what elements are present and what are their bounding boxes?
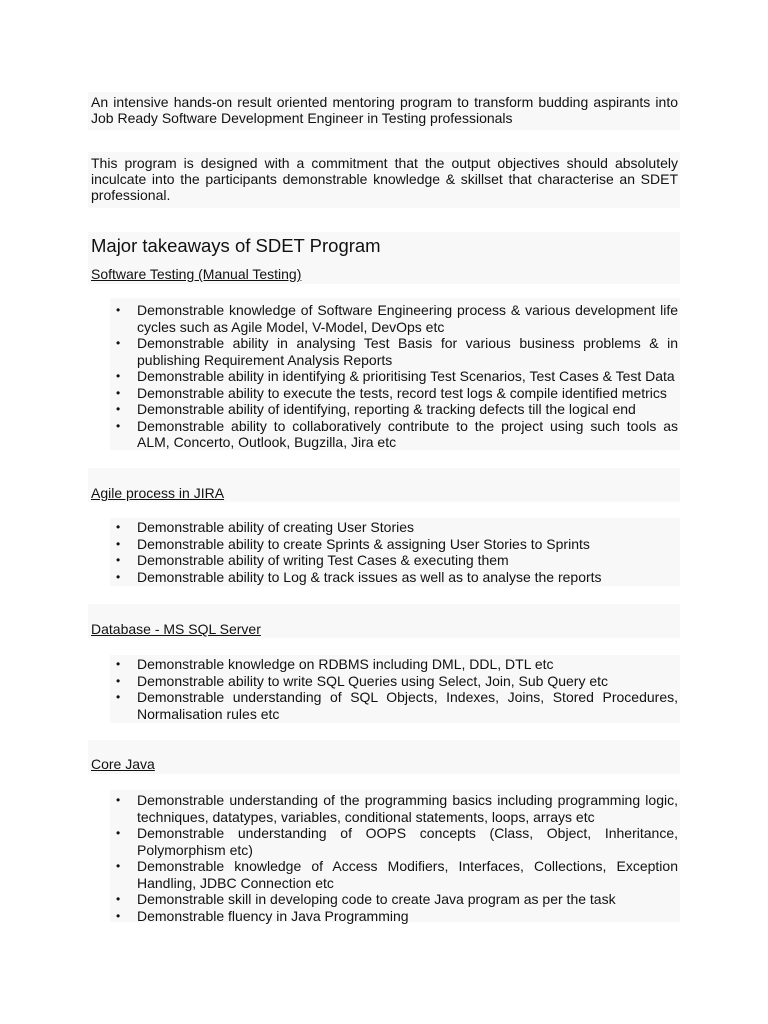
bullet-icon: •	[116, 369, 121, 383]
main-heading: Major takeaways of SDET Program	[91, 235, 381, 256]
bullet-icon: •	[116, 859, 121, 873]
intro-paragraph-2: This program is designed with a commitment that the output objectives should absolutely inculcate into the participants demonstrable knowledge & skillset that characterise an SDET professional.	[91, 155, 678, 203]
list-item: • Demonstrable ability to Log & track issues as well as to analyse the reports	[116, 568, 602, 585]
section-title-manual-testing: Software Testing (Manual Testing)	[91, 266, 302, 282]
list-item: • Demonstrable ability in identifying & prioritising Test Scenarios, Test Cases & Test Data	[116, 368, 675, 384]
bullet-icon: •	[116, 657, 121, 671]
bullet-icon: •	[116, 793, 121, 807]
list-item: • Demonstrable ability in analysing Test Basis for various business problems & in publishing Requirement Analysis Reports	[116, 335, 678, 368]
bullet-icon: •	[116, 385, 121, 400]
list-item: • Demonstrable knowledge on RDBMS including DML, DDL, DTL etc	[116, 656, 554, 672]
bullet-icon: •	[116, 690, 121, 704]
list-item: • Demonstrable ability to create Sprints & assigning User Stories to Sprints	[116, 535, 590, 552]
list-item: • Demonstrable understanding of OOPS concepts (Class, Object, Inheritance, Polymorphism etc)	[116, 825, 678, 858]
bullet-icon: •	[116, 336, 121, 350]
list-agile-jira	[0, 519, 768, 585]
list-item: • Demonstrable ability to collaboratively contribute to the project using such tools as ALM, Concerto, Outlook, Bugzilla, Jira etc	[116, 417, 678, 450]
list-database	[0, 656, 768, 722]
bullet-icon: •	[116, 402, 121, 416]
list-item: • Demonstrable knowledge of Software Engineering process & various development life cycles such as Agile Model, V-Model, DevOps etc	[116, 302, 678, 335]
list-item: • Demonstrable ability to write SQL Queries using Select, Join, Sub Query etc	[116, 672, 609, 689]
list-item: • Demonstrable understanding of SQL Objects, Indexes, Joins, Stored Procedures, Normalisation rules etc	[116, 689, 678, 722]
list-item: • Demonstrable understanding of the programming basics including programming logic, techniques, datatypes, variables, conditional statements, loops, arrays etc	[116, 792, 678, 825]
bullet-icon: •	[116, 908, 121, 923]
bullet-icon: •	[116, 553, 121, 567]
bullet-icon: •	[116, 520, 121, 534]
bullet-icon: •	[116, 892, 121, 906]
bullet-icon: •	[116, 536, 121, 551]
section-title-core-java: Core Java	[91, 756, 155, 772]
bullet-icon: •	[116, 303, 121, 317]
section-title-database: Database - MS SQL Server	[91, 621, 261, 637]
list-item: • Demonstrable ability of writing Test Cases & executing them	[116, 552, 509, 568]
list-item: • Demonstrable ability to execute the tests, record test logs & compile identified metrics	[116, 384, 667, 401]
intro-paragraph-1: An intensive hands-on result oriented mentoring program to transform budding aspirants into Job Ready Software Development Engineer in Testing professionals	[91, 94, 678, 126]
section-title-agile-jira: Agile process in JIRA	[91, 485, 225, 501]
bullet-icon: •	[116, 569, 121, 584]
list-item: • Demonstrable ability of creating User Stories	[116, 519, 415, 535]
list-item: • Demonstrable knowledge of Access Modifiers, Interfaces, Collections, Exception Handling, JDBC Connection etc	[116, 858, 678, 891]
bullet-icon: •	[116, 418, 121, 433]
list-item: • Demonstrable skill in developing code to create Java program as per the task	[116, 891, 616, 907]
bullet-icon: •	[116, 826, 121, 840]
list-manual-testing	[0, 302, 768, 451]
bullet-icon: •	[116, 673, 121, 688]
band-sub-4	[88, 740, 680, 774]
list-core-java	[0, 792, 768, 924]
list-item: • Demonstrable fluency in Java Programming	[116, 907, 409, 924]
list-item: • Demonstrable ability of identifying, reporting & tracking defects till the logical end	[116, 401, 636, 417]
